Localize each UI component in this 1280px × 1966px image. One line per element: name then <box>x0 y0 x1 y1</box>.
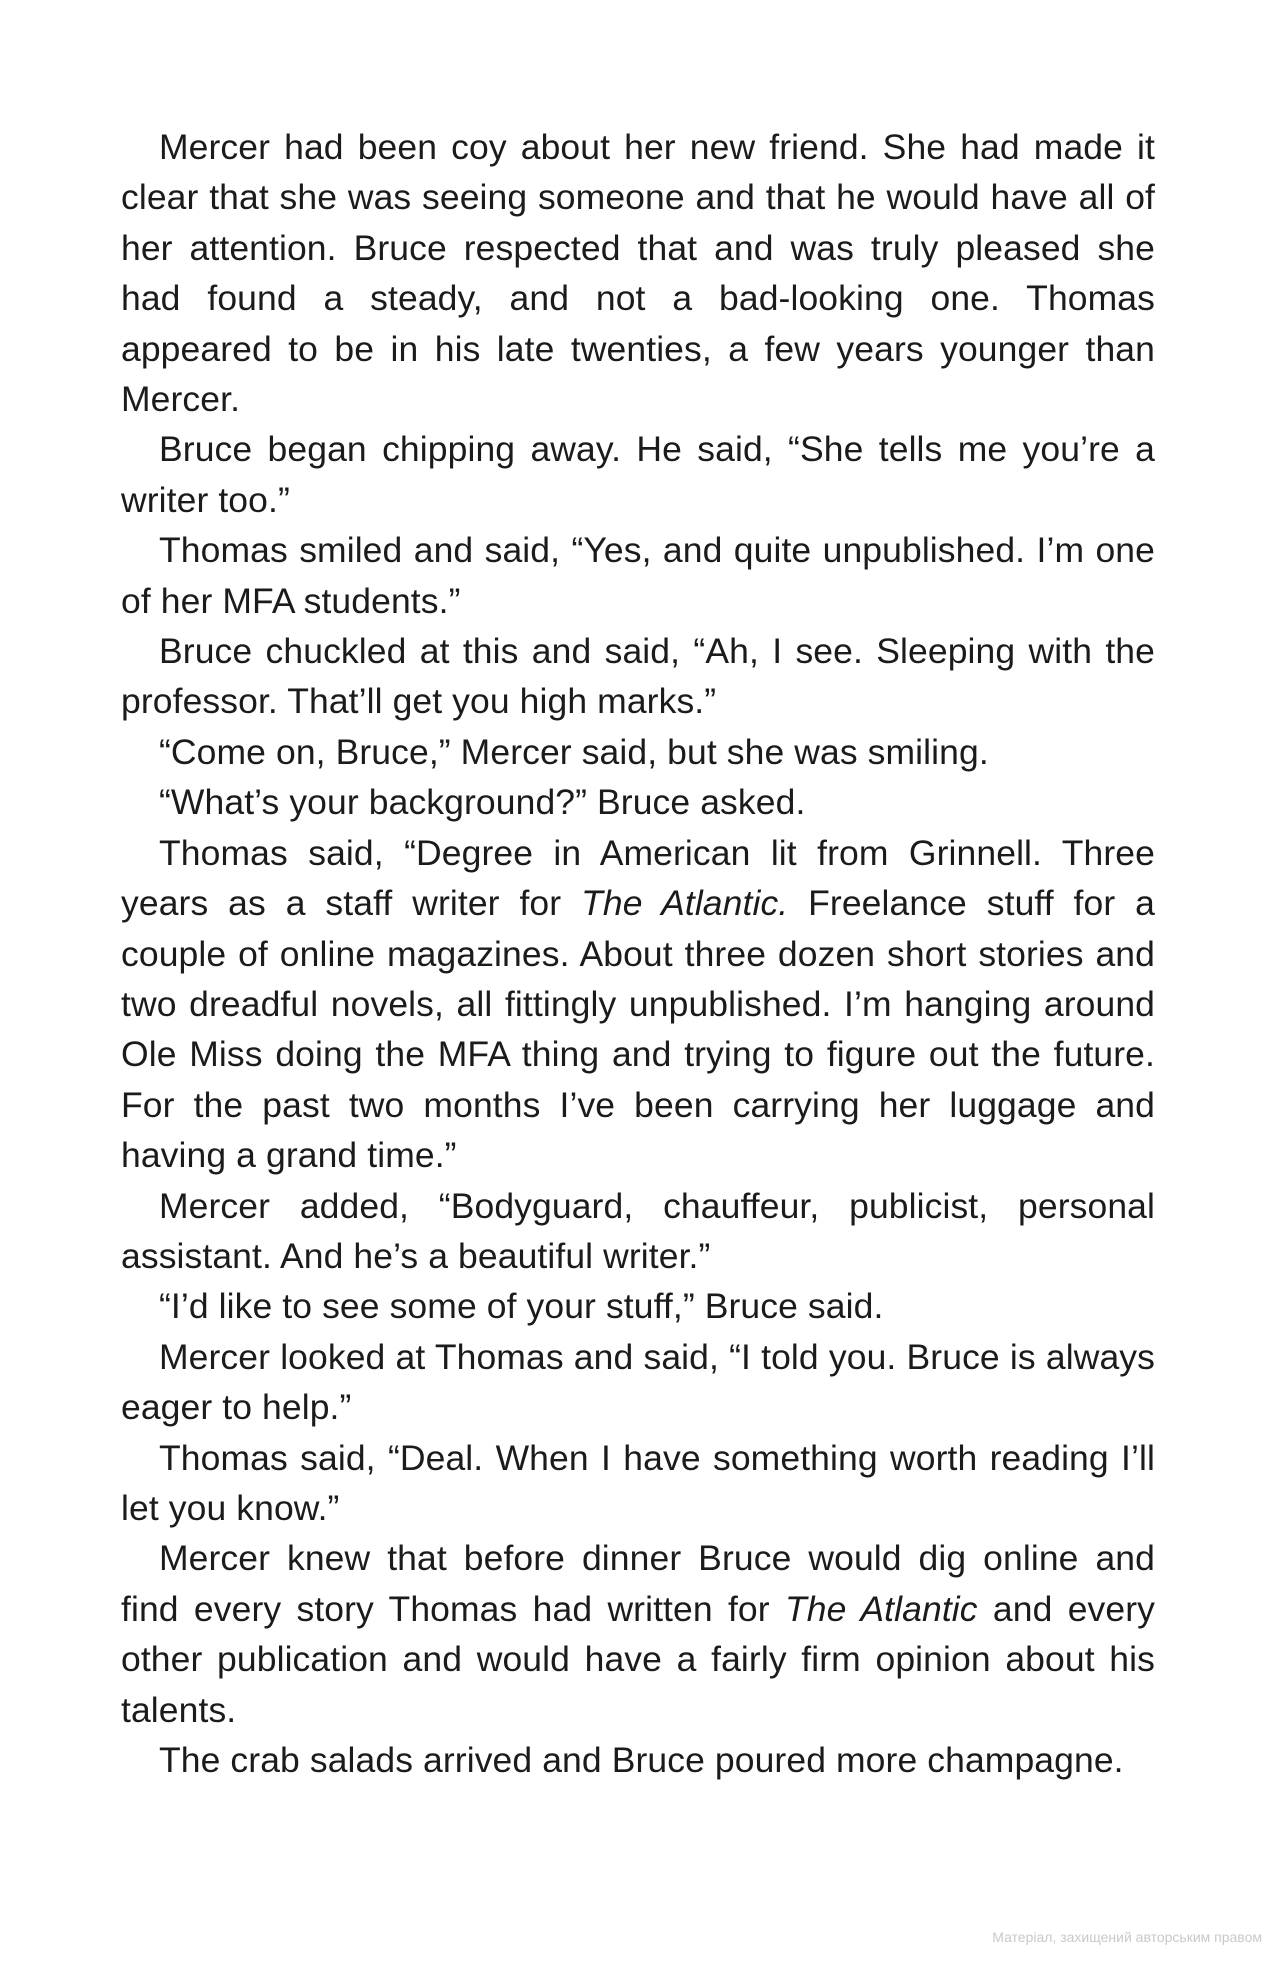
paragraph: Mercer knew that before dinner Bruce would dig online and find every story Thomas had written for The Atlantic and every other publication and would have a fairly firm opinion about his talents. <box>121 1538 1156 1730</box>
paragraph: “I’d like to see some of your stuff,” Bruce said. <box>159 1286 884 1327</box>
publication-title: The Atlantic. <box>581 883 789 924</box>
paragraph: Thomas smiled and said, “Yes, and quite unpublished. I’m one of her MFA students.” <box>121 530 1155 621</box>
paragraph: Mercer added, “Bodyguard, chauffeur, publicist, personal assistant. And he’s a beautiful writer.” <box>121 1185 1155 1276</box>
body-text <box>121 122 1155 1785</box>
paragraph: Mercer looked at Thomas and said, “I told you. Bruce is always eager to help.” <box>121 1336 1155 1428</box>
paragraph: Bruce began chipping away. He said, “She tells me you’re a writer too.” <box>121 429 1155 520</box>
paragraph: The crab salads arrived and Bruce poured more champagne. <box>159 1740 1124 1780</box>
paragraph: Thomas said, “Degree in American lit from Grinnell. Three years as a staff writer for The Atlantic. Freelance stuff for a couple of online magazines. About three dozen short stories and two dreadful novels, all fittingly unpublished. I’m hanging around Ole Miss doing the MFA thing and trying to figure out the future. For the past two months I’ve been carrying her luggage and having a grand time.” <box>121 832 1155 1176</box>
paragraph: Bruce chuckled at this and said, “Ah, I see. Sleeping with the professor. That’ll get you high marks.” <box>121 631 1155 722</box>
copyright-watermark: Матеріал, захищений авторським правом <box>992 1929 1262 1945</box>
paragraph: “Come on, Bruce,” Mercer said, but she was smiling. <box>159 731 989 772</box>
publication-title: The Atlantic <box>784 1588 978 1629</box>
paragraph: “What’s your background?” Bruce asked. <box>159 782 806 823</box>
paragraph: Mercer had been coy about her new friend. She had made it clear that she was seeing someone and that he would have all of her attention. Bruce respected that and was truly pleased she had found a steady, and not a bad-looking one. Thomas appeared to be in his late twenties, a few years younger than Mercer. <box>121 127 1155 420</box>
paragraph: Thomas said, “Deal. When I have something worth reading I’ll let you know.” <box>121 1437 1155 1528</box>
